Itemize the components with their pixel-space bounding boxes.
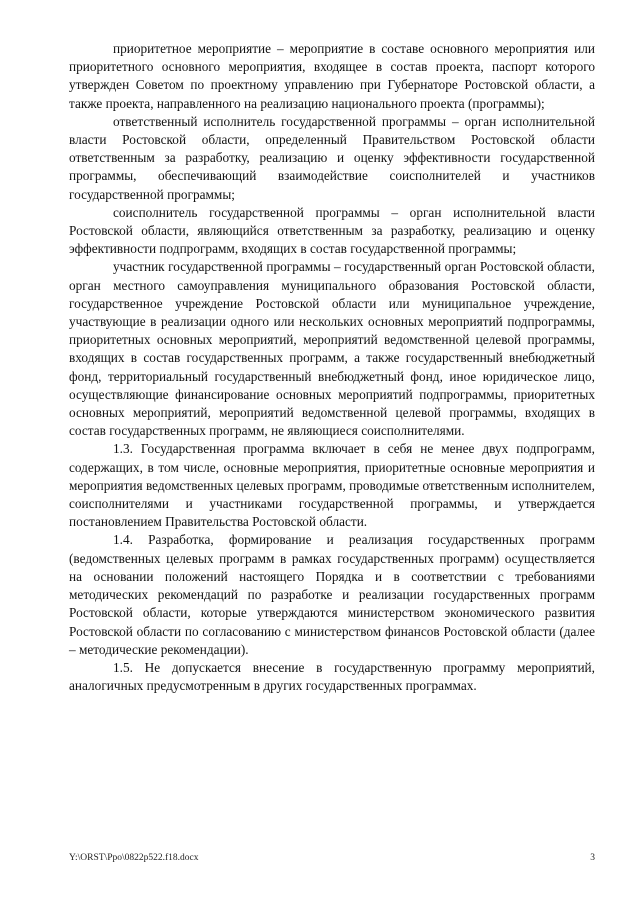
paragraph-responsible-executor: ответственный исполнитель государственной программы – орган исполнительной власти Ростовской области, определенный Правительством Ростовской области ответственным за разработку, реализацию и оценку эффективности государственной программы, обеспечивающий взаимодействие соисполнителей и участников государственной программы; [69, 113, 595, 202]
paragraph-priority-event: приоритетное мероприятие – мероприятие в составе основного мероприятия или приоритетного основного мероприятия, входящее в состав проекта, паспорт которого утвержден Советом по проектному управлению при Губернаторе Ростовской области, а также проекта, направленного на реализацию национального проекта (программы); [69, 41, 595, 111]
footer-page-number: 3 [590, 853, 595, 863]
footer-file-path: Y:\ORST\Ppo\0822p522.f18.docx [69, 853, 199, 863]
document-body [69, 40, 595, 695]
paragraph-participant: участник государственной программы – государственный орган Ростовской области, орган местного самоуправления муниципального образования Ростовской области, государственное учреждение Ростовской области или муниципальное учреждение, участвующие в реализации одного или нескольких основных мероприятий подпрограммы, приоритетных основных мероприятий, мероприятий ведомственной целевой программы, входящих в состав государственных программ, а также государственный внебюджетный фонд, территориальный государственный внебюджетный фонд, иное юридическое лицо, осуществляющие финансирование основных мероприятий подпрограммы, приоритетных основных мероприятий, мероприятий ведомственной целевой программы, входящих в состав государственных программ, не являющиеся соисполнителями. [69, 259, 595, 439]
paragraph-1-4: 1.4. Разработка, формирование и реализация государственных программ (ведомственных целевых программ в рамках государственных программ) осуществляется на основании положений настоящего Порядка и в соответствии с требованиями методических рекомендаций по разработке и реализации государственных программ Ростовской области, которые утверждаются министерством экономического развития Ростовской области по согласованию с министерством финансов Ростовской области (далее – методические рекомендации). [69, 532, 595, 657]
paragraph-1-5: 1.5. Не допускается внесение в государственную программу мероприятий, аналогичных предусмотренным в других государственных программах. [69, 659, 595, 694]
paragraph-1-3: 1.3. Государственная программа включает в себя не менее двух подпрограмм, содержащих, в том числе, основные мероприятия, приоритетные основные мероприятия и мероприятия ведомственных целевых программ, проводимые ответственным исполнителем, соисполнителями и участниками государственной программы, и утверждается постановлением Правительства Ростовской области. [69, 441, 595, 530]
paragraph-co-executor: соисполнитель государственной программы – орган исполнительной власти Ростовской области, являющийся ответственным за разработку, реализацию и оценку эффективности подпрограмм, входящих в состав государственной программы; [69, 204, 595, 257]
